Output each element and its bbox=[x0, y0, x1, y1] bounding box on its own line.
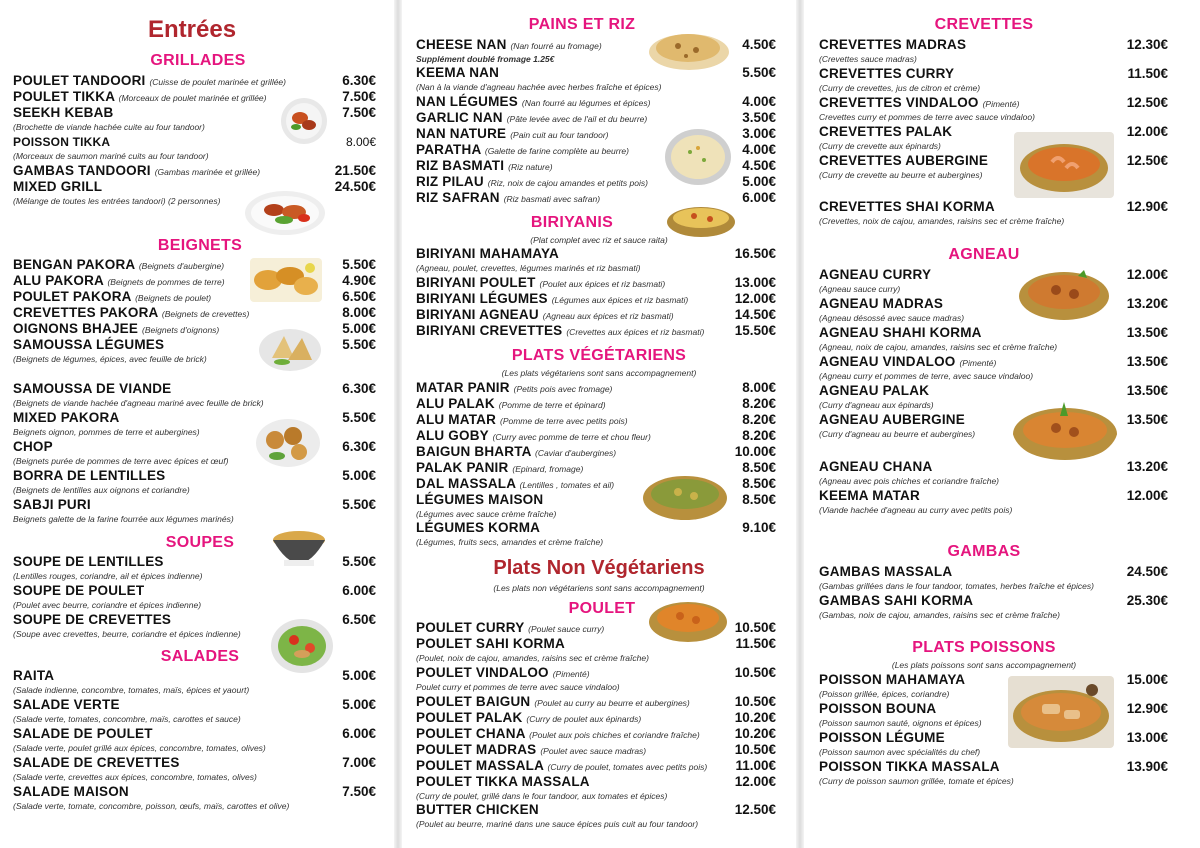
menu-item: DAL MASSALA (Lentilles , tomates et ail) bbox=[416, 476, 615, 491]
soupes-title: SOUPES bbox=[165, 534, 235, 551]
menu-item: BORRA DE LENTILLES bbox=[13, 468, 166, 483]
item-price: 13.50€ bbox=[1126, 354, 1168, 369]
menu-item: SOUPE DE POULET bbox=[13, 583, 145, 598]
menu-item: AGNEAU SHAHI KORMA bbox=[819, 325, 982, 340]
item-price: 8.50€ bbox=[742, 460, 776, 475]
menu-item: SALADE DE CREVETTES bbox=[13, 755, 180, 770]
item-price: 10.00€ bbox=[734, 444, 776, 459]
item-description: (Morceaux de saumon mariné cuits au four tandoor) bbox=[13, 151, 209, 161]
item-price: 12.90€ bbox=[1126, 701, 1168, 716]
fish-curry-photo bbox=[1008, 676, 1114, 748]
item-description: (Poulet avec beurre, coriandre et épices indienne) bbox=[13, 600, 202, 610]
item-price: 13.00€ bbox=[734, 275, 776, 290]
non-vegetarian-note: (Les plats non végétariens sont sans accompagnement) bbox=[493, 583, 705, 593]
beignets-title: BEIGNETS bbox=[157, 237, 243, 254]
item-price: 24.50€ bbox=[334, 179, 376, 194]
item-price: 6.00€ bbox=[342, 583, 376, 598]
menu-item: CREVETTES VINDALOO (Pimenté) bbox=[819, 95, 1020, 110]
item-description: Crevettes curry et pommes de terre avec sauce vindaloo) bbox=[819, 112, 1035, 122]
item-price: 10.50€ bbox=[734, 620, 776, 635]
item-price: 13.20€ bbox=[1126, 296, 1168, 311]
crevettes-title: CREVETTES bbox=[934, 16, 1034, 33]
soup-bowl-photo bbox=[264, 526, 334, 580]
item-price: 6.30€ bbox=[342, 439, 376, 454]
rice-photo bbox=[664, 128, 732, 186]
menu-item: RIZ SAFRAN (Riz basmati avec safran) bbox=[416, 190, 601, 205]
menu-item: NAN NATURE (Pain cuit au four tandoor) bbox=[416, 126, 609, 141]
item-price: 8.00€ bbox=[742, 380, 776, 395]
menu-item: GARLIC NAN (Pâte levée avec de l'ail et du beurre) bbox=[416, 110, 648, 125]
item-price: 3.50€ bbox=[742, 110, 776, 125]
salades-title: SALADES bbox=[160, 648, 240, 665]
menu-item: BIRIYANI LÉGUMES (Légumes aux épices et riz basmati) bbox=[416, 291, 689, 306]
menu-item: BENGAN PAKORA (Beignets d'aubergine) bbox=[13, 257, 225, 272]
item-description: (Poisson grillée, épices, coriandre) bbox=[819, 689, 950, 699]
item-description: (Agneau, noix de cajou, amandes, raisins sec et crème fraîche) bbox=[819, 342, 1058, 352]
item-price: 15.50€ bbox=[734, 323, 776, 338]
menu-item: ALU PAKORA (Beignets de pommes de terre) bbox=[13, 273, 225, 288]
menu-item: LÉGUMES MAISON bbox=[416, 492, 544, 507]
item-description: (Soupe avec crevettes, beurre, coriandre et épices indienne) bbox=[13, 629, 241, 639]
menu-item: GAMBAS MASSALA bbox=[819, 564, 953, 579]
menu-item: GAMBAS TANDOORI (Gambas marinée et grillée) bbox=[13, 163, 261, 178]
item-price: 15.00€ bbox=[1126, 672, 1168, 687]
item-description: (Nan à la viande d'agneau hachée avec herbes fraîche et épices) bbox=[416, 82, 662, 92]
item-description: (Curry de crevette au beurre et aubergines) bbox=[819, 170, 983, 180]
item-price: 7.50€ bbox=[342, 105, 376, 120]
menu-item: LÉGUMES KORMA bbox=[416, 520, 541, 535]
item-price: 5.50€ bbox=[742, 65, 776, 80]
item-price: 6.50€ bbox=[342, 612, 376, 627]
item-price: 13.00€ bbox=[1126, 730, 1168, 745]
item-description: (Salade verte, poulet grillé aux épices, concombre, tomates, olives) bbox=[13, 743, 266, 753]
menu-item: PALAK PANIR (Epinard, fromage) bbox=[416, 460, 584, 475]
menu-item: CHOP bbox=[13, 439, 53, 454]
lamb-curry-photo bbox=[1018, 266, 1110, 322]
item-price: 5.00€ bbox=[342, 668, 376, 683]
item-price: 4.00€ bbox=[742, 142, 776, 157]
item-price: 5.50€ bbox=[342, 497, 376, 512]
item-description: (Poisson saumon avec spécialités du chef) bbox=[819, 747, 981, 757]
menu-item: CREVETTES AUBERGINE bbox=[819, 153, 989, 168]
menu-item: MIXED PAKORA bbox=[13, 410, 120, 425]
item-description: (Curry d'agneau au beurre et aubergines) bbox=[819, 429, 976, 439]
menu-item: CREVETTES CURRY bbox=[819, 66, 955, 81]
menu-item: SOUPE DE LENTILLES bbox=[13, 554, 164, 569]
menu-item: MATAR PANIR (Petits pois avec fromage) bbox=[416, 380, 613, 395]
menu-item: SOUPE DE CREVETTES bbox=[13, 612, 172, 627]
item-price: 12.00€ bbox=[1126, 267, 1168, 282]
item-price: 12.00€ bbox=[1126, 488, 1168, 503]
item-price: 11.00€ bbox=[735, 758, 776, 773]
item-description: (Salade verte, tomate, concombre, poisson, œufs, maïs, carottes et olive) bbox=[13, 801, 290, 811]
column-entrees bbox=[0, 0, 396, 848]
item-price: 24.50€ bbox=[1126, 564, 1168, 579]
item-price: 12.00€ bbox=[734, 291, 776, 306]
menu-item: NAN LÉGUMES (Nan fourré au légumes et épices) bbox=[416, 94, 651, 109]
menu-item: CREVETTES MADRAS bbox=[819, 37, 967, 52]
item-description: (Salade verte, tomates, concombre, maïs, carottes et sauce) bbox=[13, 714, 241, 724]
item-description: (Gambas grillées dans le four tandoor, tomates, herbes fraîche et épices) bbox=[819, 581, 1094, 591]
menu-item: POULET MADRAS (Poulet avec sauce madras) bbox=[416, 742, 647, 757]
item-price: 7.00€ bbox=[342, 755, 376, 770]
menu-item: BIRIYANI CREVETTES (Crevettes aux épices et riz basmati) bbox=[416, 323, 705, 338]
item-price: 8.20€ bbox=[742, 412, 776, 427]
shrimp-curry-photo bbox=[1014, 132, 1114, 198]
item-description: Beignets galette de la farine fourrée aux légumes marinés) bbox=[13, 514, 234, 524]
menu-item: POULET CURRY (Poulet sauce curry) bbox=[416, 620, 605, 635]
item-price: 12.00€ bbox=[1126, 124, 1168, 139]
item-price: 13.20€ bbox=[1126, 459, 1168, 474]
menu-item: ALU MATAR (Pomme de terre avec petits pois) bbox=[416, 412, 628, 427]
menu-item: ALU GOBY (Curry avec pomme de terre et chou fleur) bbox=[416, 428, 651, 443]
menu-item: ALU PALAK (Pomme de terre et épinard) bbox=[416, 396, 606, 411]
item-price: 8.20€ bbox=[742, 428, 776, 443]
poulet-title: POULET bbox=[568, 600, 636, 617]
non-vegetarian-title: Plats Non Végétariens bbox=[493, 557, 705, 579]
biriyanis-title: BIRIYANIS bbox=[530, 214, 614, 231]
chop-photo bbox=[255, 418, 321, 468]
menu-item: AGNEAU PALAK bbox=[819, 383, 930, 398]
item-price: 8.00€ bbox=[342, 305, 376, 320]
item-price: 10.50€ bbox=[734, 665, 776, 680]
vegetarian-title: PLATS VÉGÉTARIENS bbox=[511, 347, 687, 364]
fromage-supplement-note: Supplément doublé fromage 1.25€ bbox=[416, 54, 555, 64]
poissons-note: (Les plats poissons sont sans accompagnement) bbox=[891, 660, 1077, 670]
item-price: 6.30€ bbox=[342, 381, 376, 396]
menu-item: POULET TANDOORI (Cuisse de poulet marinée et grillée) bbox=[13, 73, 286, 88]
samoussa-photo bbox=[258, 328, 322, 372]
item-description: (Brochette de viande hachée cuite au four tandoor) bbox=[13, 122, 205, 132]
item-price: 5.00€ bbox=[342, 468, 376, 483]
menu-item: BIRIYANI POULET (Poulet aux épices et riz basmati) bbox=[416, 275, 666, 290]
item-price: 21.50€ bbox=[334, 163, 376, 178]
item-price: 6.00€ bbox=[342, 726, 376, 741]
menu-item: SALADE DE POULET bbox=[13, 726, 153, 741]
item-description: (Agneau, poulet, crevettes, légumes marinés et riz basmati) bbox=[416, 263, 641, 273]
menu-item: SAMOUSSA LÉGUMES bbox=[13, 337, 165, 352]
item-price: 9.10€ bbox=[742, 520, 776, 535]
menu-item: SABJI PURI bbox=[13, 497, 91, 512]
item-price: 8.50€ bbox=[742, 492, 776, 507]
menu-item: AGNEAU CHANA bbox=[819, 459, 933, 474]
item-price: 6.00€ bbox=[742, 190, 776, 205]
fold-line-right bbox=[796, 0, 804, 848]
item-price: 13.90€ bbox=[1126, 759, 1168, 774]
item-description: (Poulet au beurre, mariné dans une sauce épices puis cuit au four tandoor) bbox=[416, 819, 699, 829]
menu-item: POULET TIKKA (Morceaux de poulet marinée et grillée) bbox=[13, 89, 267, 104]
item-description: (Curry de crevettes, jus de citron et crème) bbox=[819, 83, 981, 93]
item-description: (Beignets purée de pommes de terre avec épices et œuf) bbox=[13, 456, 229, 466]
menu-item: POISSON LÉGUME bbox=[819, 730, 945, 745]
item-price: 13.50€ bbox=[1126, 383, 1168, 398]
menu-item: POULET CHANA (Poulet aux pois chiches et coriandre fraîche) bbox=[416, 726, 700, 741]
naan-photo bbox=[648, 26, 730, 72]
item-description: (Beignets de viande hachée d'agneau mariné avec feuille de brick) bbox=[13, 398, 264, 408]
mixed-grill-photo bbox=[244, 188, 326, 238]
item-description: (Curry d'agneau aux épinards) bbox=[819, 400, 934, 410]
menu-item: BAIGUN BHARTA (Caviar d'aubergines) bbox=[416, 444, 617, 459]
item-description: (Lentilles rouges, coriandre, ail et épices indienne) bbox=[13, 571, 203, 581]
menu-item: POULET VINDALOO (Pimenté) bbox=[416, 665, 590, 680]
item-price: 4.90€ bbox=[342, 273, 376, 288]
item-price: 11.50€ bbox=[1127, 66, 1168, 81]
menu-item: AGNEAU MADRAS bbox=[819, 296, 944, 311]
menu-item: OIGNONS BHAJEE (Beignets d'oignons) bbox=[13, 321, 220, 336]
menu-item: POISSON TIKKA bbox=[13, 135, 111, 149]
item-price: 5.50€ bbox=[342, 337, 376, 352]
item-price: 8.50€ bbox=[742, 476, 776, 491]
menu-item: MIXED GRILL bbox=[13, 179, 103, 194]
item-price: 10.50€ bbox=[734, 694, 776, 709]
item-price: 4.50€ bbox=[742, 158, 776, 173]
menu-item: KEEMA NAN bbox=[416, 65, 500, 80]
item-description: (Agneau curry et pommes de terre, avec sauce vindaloo) bbox=[819, 371, 1034, 381]
menu-item: CHEESE NAN (Nan fourré au fromage) bbox=[416, 37, 602, 52]
item-description: Beignets oignon, pommes de terre et aubergines) bbox=[13, 427, 200, 437]
item-price: 5.50€ bbox=[342, 410, 376, 425]
item-description: (Beignets de légumes, épices, avec feuille de brick) bbox=[13, 354, 207, 364]
menu-item: CREVETTES PALAK bbox=[819, 124, 953, 139]
item-price: 7.50€ bbox=[342, 784, 376, 799]
item-price: 8.00€ bbox=[345, 135, 376, 149]
menu-item: POULET PAKORA (Beignets de poulet) bbox=[13, 289, 212, 304]
menu-item: SEEKH KEBAB bbox=[13, 105, 114, 120]
item-price: 10.20€ bbox=[734, 710, 776, 725]
entrees-title: Entrées bbox=[148, 16, 237, 43]
tandoori-plate-photo bbox=[280, 96, 328, 146]
item-description: (Poisson saumon sauté, oignons et épices) bbox=[819, 718, 982, 728]
item-description: (Beignets de lentilles aux oignons et coriandre) bbox=[13, 485, 190, 495]
item-price: 6.30€ bbox=[342, 73, 376, 88]
pakora-photo bbox=[250, 258, 322, 302]
menu-item: CREVETTES PAKORA (Beignets de crevettes) bbox=[13, 305, 250, 320]
poissons-title: PLATS POISSONS bbox=[912, 639, 1056, 656]
item-description: (Crevettes sauce madras) bbox=[819, 54, 917, 64]
item-price: 12.50€ bbox=[734, 802, 776, 817]
item-description: (Agneau désossé avec sauce madras) bbox=[819, 313, 965, 323]
item-description: (Curry de poisson saumon grillée, tomate et épices) bbox=[819, 776, 1014, 786]
item-description: (Gambas, noix de cajou, amandes, raisins sec et crème fraîche) bbox=[819, 610, 1060, 620]
item-price: 5.00€ bbox=[742, 174, 776, 189]
item-price: 12.00€ bbox=[734, 774, 776, 789]
menu-item: POISSON MAHAMAYA bbox=[819, 672, 966, 687]
agneau-title: AGNEAU bbox=[948, 246, 1020, 263]
menu-item: AGNEAU AUBERGINE bbox=[819, 412, 965, 427]
item-price: 5.50€ bbox=[342, 554, 376, 569]
menu-item: AGNEAU CURRY bbox=[819, 267, 932, 282]
vegetarian-note: (Les plats végétariens sont sans accompagnement) bbox=[501, 368, 697, 378]
menu-item: POISSON BOUNA bbox=[819, 701, 937, 716]
item-description: (Légumes, fruits secs, amandes et crème fraîche) bbox=[416, 537, 604, 547]
menu-item: SALADE MAISON bbox=[13, 784, 129, 799]
item-description: (Crevettes, noix de cajou, amandes, raisins sec et crème fraîche) bbox=[819, 216, 1065, 226]
menu-item: AGNEAU VINDALOO (Pimenté) bbox=[819, 354, 997, 369]
item-description: (Poulet, noix de cajou, amandes, raisins sec et crème fraîche) bbox=[416, 653, 649, 663]
biriyanis-note: (Plat complet avec riz et sauce raita) bbox=[530, 235, 668, 245]
column-pains-plats bbox=[402, 0, 796, 848]
menu-item: GAMBAS SAHI KORMA bbox=[819, 593, 974, 608]
item-price: 10.50€ bbox=[734, 742, 776, 757]
item-price: 16.50€ bbox=[734, 246, 776, 261]
item-price: 7.50€ bbox=[342, 89, 376, 104]
menu-item: POULET BAIGUN (Poulet au curry au beurre et aubergines) bbox=[416, 694, 690, 709]
menu-item: POULET TIKKA MASSALA bbox=[416, 774, 590, 789]
item-price: 12.50€ bbox=[1126, 153, 1168, 168]
item-price: 4.00€ bbox=[742, 94, 776, 109]
item-price: 12.50€ bbox=[1126, 95, 1168, 110]
chicken-curry-photo bbox=[648, 596, 728, 644]
item-price: 5.00€ bbox=[342, 697, 376, 712]
menu-item: BUTTER CHICKEN bbox=[416, 802, 539, 817]
item-price: 5.50€ bbox=[342, 257, 376, 272]
menu-item: PARATHA (Galette de farine complète au beurre) bbox=[416, 142, 629, 157]
menu-item: KEEMA MATAR bbox=[819, 488, 920, 503]
gambas-title: GAMBAS bbox=[947, 543, 1021, 560]
menu-item: SALADE VERTE bbox=[13, 697, 120, 712]
item-description: Poulet curry et pommes de terre avec sauce vindaloo) bbox=[416, 682, 620, 692]
menu-item: POULET SAHI KORMA bbox=[416, 636, 565, 651]
item-price: 13.50€ bbox=[1126, 412, 1168, 427]
menu-item: POISSON TIKKA MASSALA bbox=[819, 759, 1000, 774]
column-crevettes-agneau bbox=[804, 0, 1200, 848]
grillades-title: GRILLADES bbox=[150, 52, 246, 69]
menu-item: BIRIYANI MAHAMAYA bbox=[416, 246, 559, 261]
item-price: 12.90€ bbox=[1126, 199, 1168, 214]
item-price: 5.00€ bbox=[342, 321, 376, 336]
item-description: (Salade indienne, concombre, tomates, maïs, épices et yaourt) bbox=[13, 685, 250, 695]
menu-item: CREVETTES SHAI KORMA bbox=[819, 199, 995, 214]
item-price: 6.50€ bbox=[342, 289, 376, 304]
item-description: (Curry de crevette aux épinards) bbox=[819, 141, 941, 151]
menu-item: SAMOUSSA DE VIANDE bbox=[13, 381, 172, 396]
lamb-aubergine-photo bbox=[1012, 394, 1118, 462]
item-description: (Viande hachée d'agneau au curry avec petits pois) bbox=[819, 505, 1013, 515]
item-description: (Légumes avec sauce crème fraîche) bbox=[416, 509, 557, 519]
item-price: 10.20€ bbox=[734, 726, 776, 741]
item-price: 14.50€ bbox=[734, 307, 776, 322]
item-price: 4.50€ bbox=[742, 37, 776, 52]
menu-item: RAITA bbox=[13, 668, 55, 683]
dal-dish-photo bbox=[642, 472, 728, 522]
pains-title: PAINS ET RIZ bbox=[528, 16, 636, 33]
item-price: 11.50€ bbox=[735, 636, 776, 651]
item-price: 8.20€ bbox=[742, 396, 776, 411]
menu-item: POULET MASSALA (Curry de poulet, tomates avec petits pois) bbox=[416, 758, 708, 773]
item-description: (Curry de poulet, grillé dans le four tandoor, aux tomates et épices) bbox=[416, 791, 668, 801]
item-price: 25.30€ bbox=[1126, 593, 1168, 608]
item-price: 13.50€ bbox=[1126, 325, 1168, 340]
item-description: (Agneau sauce curry) bbox=[819, 284, 901, 294]
menu-item: POULET PALAK (Curry de poulet aux épinards) bbox=[416, 710, 642, 725]
menu-item: BIRIYANI AGNEAU (Agneau aux épices et riz basmati) bbox=[416, 307, 674, 322]
item-price: 3.00€ bbox=[742, 126, 776, 141]
item-description: (Agneau avec pois chiches et coriandre fraîche) bbox=[819, 476, 1000, 486]
item-price: 12.30€ bbox=[1126, 37, 1168, 52]
item-description: (Mélange de toutes les entrées tandoori) (2 personnes) bbox=[13, 196, 221, 206]
menu-item: RIZ BASMATI (Riz nature) bbox=[416, 158, 553, 173]
menu-item: RIZ PILAU (Riz, noix de cajou amandes et petits pois) bbox=[416, 174, 648, 189]
item-description: (Salade verte, crevettes aux épices, concombre, tomates, olives) bbox=[13, 772, 257, 782]
biriyani-dish-photo bbox=[666, 202, 736, 238]
